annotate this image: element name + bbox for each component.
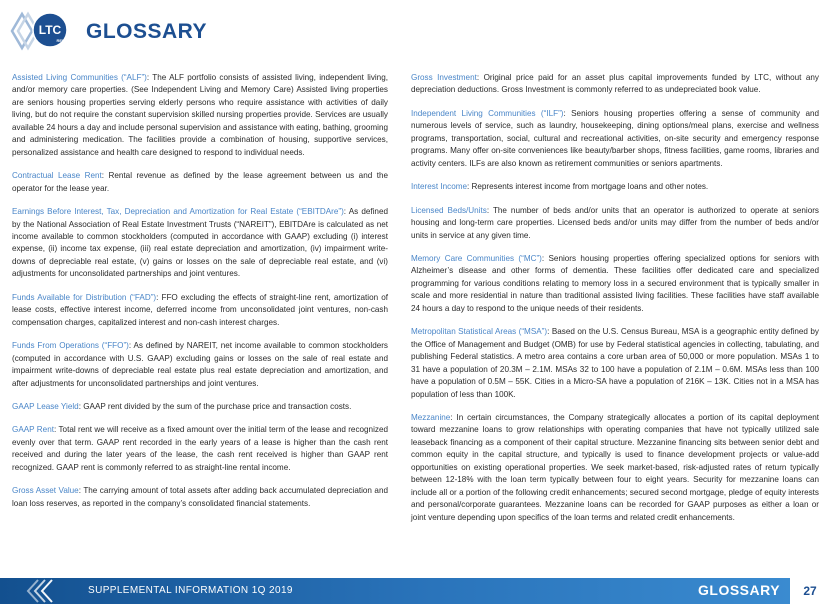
term-separator: : (146, 73, 150, 82)
glossary-entry (411, 181, 819, 193)
term-separator: : (156, 292, 159, 302)
glossary-definition: Original price paid for an asset plus capital improvements funded by LTC, without any depreciation deductions. Gross Investment is commonly referred to as undepreciated book value. (411, 73, 819, 95)
glossary-term: Funds From Operations (“FFO”) (12, 341, 129, 351)
glossary-term: Independent Living Communities (“ILF”) (411, 108, 564, 118)
logo-text: LTC (38, 23, 62, 37)
page-number: 27 (790, 578, 830, 604)
glossary-term: Mezzanine (411, 412, 451, 422)
glossary-term: Metropolitan Statistical Areas (“MSA”) (411, 327, 548, 337)
term-separator: : (128, 341, 132, 351)
glossary-left-column (12, 72, 388, 521)
term-separator: : (486, 205, 490, 215)
glossary-entry (12, 72, 388, 159)
glossary-definition: Based on the U.S. Census Bureau, MSA is a geographic entity defined by the Office of Management and Budget (OMB) for use by Federal statistical agencies in collecting, tabulating, and publishing Federal statistics. A metro area contains a core urban area of 50,000 or more population. MSAs 1 to 31 have a population of 20.3M – 2.1M. MSAs 32 to 100 have a population of 2.1M – 0.6M. MSAs less than 100 have a population of 0.5M – 55K. Cities in a Micro-SA have a population of 216K – 13K. Cities not in a MSA has population of less than 100K. (411, 327, 819, 399)
glossary-entry (12, 206, 388, 281)
glossary-entry (12, 401, 388, 413)
glossary-term: Licensed Beds/Units (411, 205, 487, 215)
glossary-entry (411, 412, 819, 524)
logo-subtext: REIT (56, 38, 66, 43)
glossary-definition: The carrying amount of total assets after adding back accumulated depreciation and loan loss reserves, as reported in the company’s consolidated financial statements. (12, 486, 388, 508)
glossary-term: GAAP Lease Yield (12, 401, 79, 411)
glossary-entry (12, 424, 388, 474)
glossary-entry (12, 340, 388, 390)
glossary-definition: Rental revenue as defined by the lease agreement between us and the operator for the lease year. (12, 171, 388, 193)
glossary-term: Memory Care Communities (“MC”) (411, 253, 542, 263)
glossary-term: Funds Available for Distribution (“FAD”) (12, 292, 157, 302)
chevrons-icon (18, 578, 88, 604)
glossary-definition: Total rent we will receive as a fixed amount over the initial term of the lease and recognized evenly over that term. GAAP rent recorded in the early years of a lease is higher than the cash rent received and during the later years of the lease, the cash rent received is higher than GAAP rent recognized. GAAP rent is commonly referred to as straight-line rental income. (12, 425, 388, 472)
glossary-term: Gross Asset Value (12, 486, 79, 496)
glossary-entry (411, 253, 819, 315)
glossary-entry (12, 292, 388, 329)
glossary-right-column (411, 72, 819, 535)
term-separator: : (563, 108, 566, 118)
term-separator: : (541, 253, 545, 263)
term-separator: : (547, 327, 550, 337)
term-separator: : (101, 171, 105, 181)
term-separator: : (78, 401, 81, 411)
glossary-definition: Seniors housing properties offering a sense of community and numerous levels of service, such as laundry, housekeeping, dining options/meal plans, exercise and wellness programs, transportation, social, cultural and recreational activities, on-site security and emergency response programs. Many offer on-site conveniences like beauty/barber shops, fitness facilities, game rooms, libraries and activity centers. ILFs are also known as retirement communities or seniors apartments. (411, 108, 820, 168)
glossary-definition: FFO excluding the effects of straight-line rent, amortization of lease costs, effective interest income, deferred income from unconsolidated joint ventures, non-cash compensation charges, capitalized interest and non-cash interest charges. (12, 292, 389, 327)
glossary-entry (12, 170, 388, 195)
glossary-entry (411, 326, 819, 401)
ltc-logo (8, 8, 74, 54)
glossary-definition: The number of beds and/or units that an operator is authorized to operate at seniors housing and long-term care properties. Licensed beds and/or units may differ from the number of beds and/or units in service at any given time. (411, 205, 819, 240)
term-separator: : (450, 412, 453, 422)
glossary-term: GAAP Rent (12, 425, 54, 435)
glossary-term: Earnings Before Interest, Tax, Depreciation and Amortization for Real Estate (“EBITDAre”) (12, 207, 344, 217)
glossary-term: Interest Income (411, 182, 467, 192)
term-separator: : (467, 182, 470, 192)
term-separator: : (476, 73, 480, 82)
glossary-definition: In certain circumstances, the Company strategically allocates a portion of its capital deployment toward mezzanine loans to grow relationships with operating companies that have not typically utilized sale leaseback financing as a component of their capital structure. Mezzanine financing sits between senior debt and common equity in the capital structure, and typically is used to finance development projects or value-add opportunities on existing operational properties. We seek market-based, risk-adjusted rates of return typically between 12-18% with the loan term typically between four to eight years. Security for mezzanine loans can include all or a portion of the following credit enhancements; secured second mortgage, pledge of equity interests and personal/corporate guarantees. Mezzanine loans can be recorded for GAAP purposes as either a loan or joint venture depending upon specifics of the loan terms and related credit enhancements. (411, 412, 819, 522)
glossary-definition: As defined by the National Association of Real Estate Investment Trusts (“NAREIT”), EBITDAre is calculated as net income available to common stockholders (computed in accordance with GAAP) excluding (i) interest expense, (ii) income tax expense, (iii) real estate depreciation and amortization, (iv) impairment write-downs of depreciable real estate, (v) gains or losses on the sale of depreciable real estate, and (vi) adjustments for unconsolidated partnerships and joint ventures. (12, 207, 388, 279)
glossary-definition: Represents interest income from mortgage loans and other notes. (471, 182, 709, 192)
footer-label: SUPPLEMENTAL INFORMATION 1Q 2019 (88, 585, 293, 596)
page-title: GLOSSARY (86, 20, 208, 43)
term-separator: : (343, 207, 347, 217)
glossary-definition: As defined by NAREIT, net income available to common stockholders (computed in accordance with U.S. GAAP) excluding gains or losses on the sale of real estate and impairment write-downs of depreciable real estate plus real estate depreciation and amortization, and after adjustments for unconsolidated partnerships and joint ventures. (12, 341, 388, 388)
glossary-definition: GAAP rent divided by the sum of the purchase price and transaction costs. (83, 401, 352, 411)
glossary-entry (12, 485, 388, 510)
glossary-entry (411, 205, 819, 242)
footer-section-title: GLOSSARY (698, 582, 781, 598)
glossary-term: Gross Investment (411, 73, 477, 82)
glossary-definition: Seniors housing properties offering specialized options for seniors with Alzheimer’s disease and other forms of dementia. These facilities offer dedicated care and specialized programming for various conditions relating to memory loss in a secured environment that is typically smaller in scale and more residential in nature than traditional assisted living facilities. These facilities have staff available 24 hours a day to respond to the unique needs of their residents. (411, 253, 819, 313)
glossary-term: Assisted Living Communities (“ALF”) (12, 73, 147, 82)
glossary-definition: The ALF portfolio consists of assisted living, independent living, and/or memory care properties. (See Independent Living and Memory Care) Assisted living properties are seniors housing properties serving elderly persons who require assistance with activities of daily living, but do not require the constant supervision skilled nursing properties provide. Services are usually available 24 hours a day and include personal supervision and assistance with eating, bathing, grooming and administering medication. The facilities provide a combination of housing, supportive services, personalized assistance and health care designed to respond to individual needs. (12, 73, 388, 157)
term-separator: : (53, 425, 57, 435)
page-header (0, 0, 830, 62)
term-separator: : (78, 486, 81, 496)
glossary-term: Contractual Lease Rent (12, 171, 102, 181)
glossary-entry (411, 108, 819, 170)
page-footer (0, 576, 830, 604)
glossary-entry (411, 72, 819, 97)
